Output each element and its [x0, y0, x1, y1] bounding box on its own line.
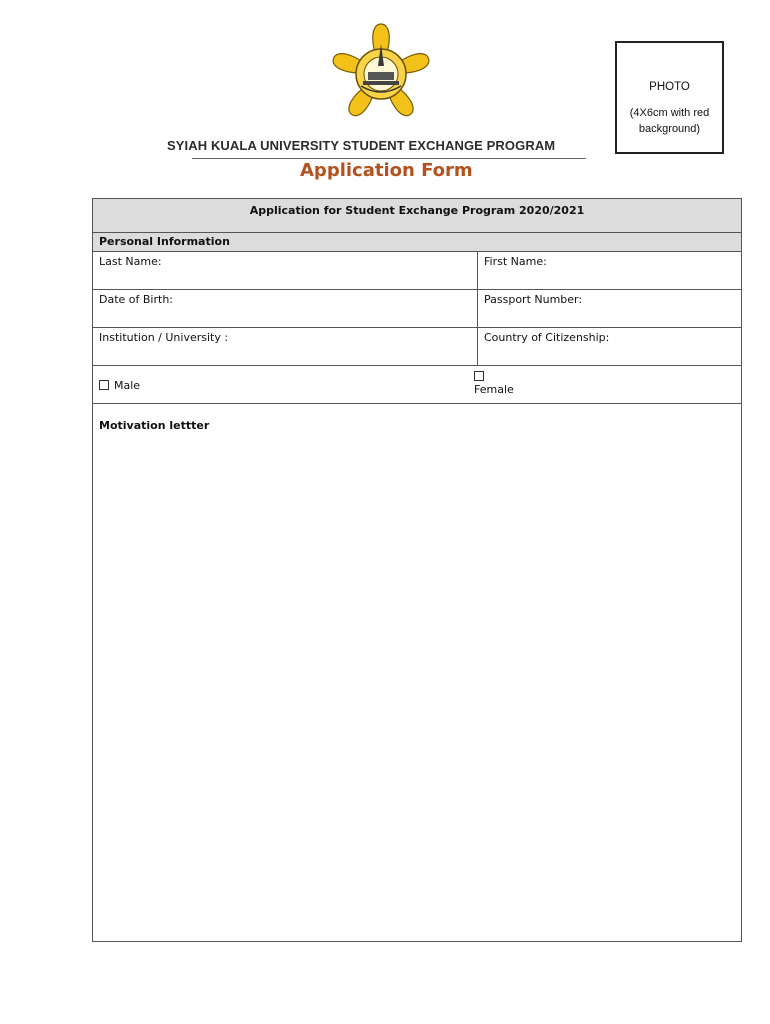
- motivation-letter-label: Motivation lettter: [99, 419, 210, 432]
- date-of-birth-label: Date of Birth:: [99, 293, 174, 306]
- female-label: Female: [474, 383, 514, 396]
- program-header: Application for Student Exchange Program 2020/2021: [93, 199, 741, 233]
- male-label: Male: [114, 379, 141, 392]
- name-row: [93, 252, 741, 290]
- first-name-label: First Name:: [484, 255, 547, 268]
- male-checkbox[interactable]: [99, 380, 109, 390]
- institution-label: Institution / University :: [99, 331, 229, 344]
- institution-citizenship-row: [93, 328, 741, 366]
- photo-title: PHOTO: [649, 81, 690, 93]
- university-program-title: SYIAH KUALA UNIVERSITY STUDENT EXCHANGE PROGRAM: [167, 138, 556, 153]
- photo-placeholder: [615, 41, 724, 154]
- female-checkbox[interactable]: [474, 371, 484, 381]
- institution-field[interactable]: [93, 328, 478, 365]
- gender-row: [93, 366, 741, 404]
- passport-number-field[interactable]: [478, 290, 741, 327]
- application-form-table: [92, 198, 742, 942]
- female-option[interactable]: [474, 370, 514, 396]
- date-of-birth-field[interactable]: [93, 290, 478, 327]
- form-title: Application Form: [300, 160, 473, 181]
- passport-number-label: Passport Number:: [484, 293, 583, 306]
- last-name-label: Last Name:: [99, 255, 162, 268]
- title-underline: [192, 158, 586, 159]
- photo-size-note: (4X6cm with red background): [629, 107, 710, 135]
- birth-passport-row: [93, 290, 741, 328]
- motivation-letter-area[interactable]: [93, 439, 741, 941]
- first-name-field[interactable]: [478, 252, 741, 289]
- last-name-field[interactable]: [93, 252, 478, 289]
- personal-information-header: Personal Information: [93, 233, 741, 252]
- university-logo-icon: [326, 22, 436, 124]
- male-option[interactable]: [99, 379, 140, 392]
- citizenship-field[interactable]: [478, 328, 741, 365]
- citizenship-label: Country of Citizenship:: [484, 331, 610, 344]
